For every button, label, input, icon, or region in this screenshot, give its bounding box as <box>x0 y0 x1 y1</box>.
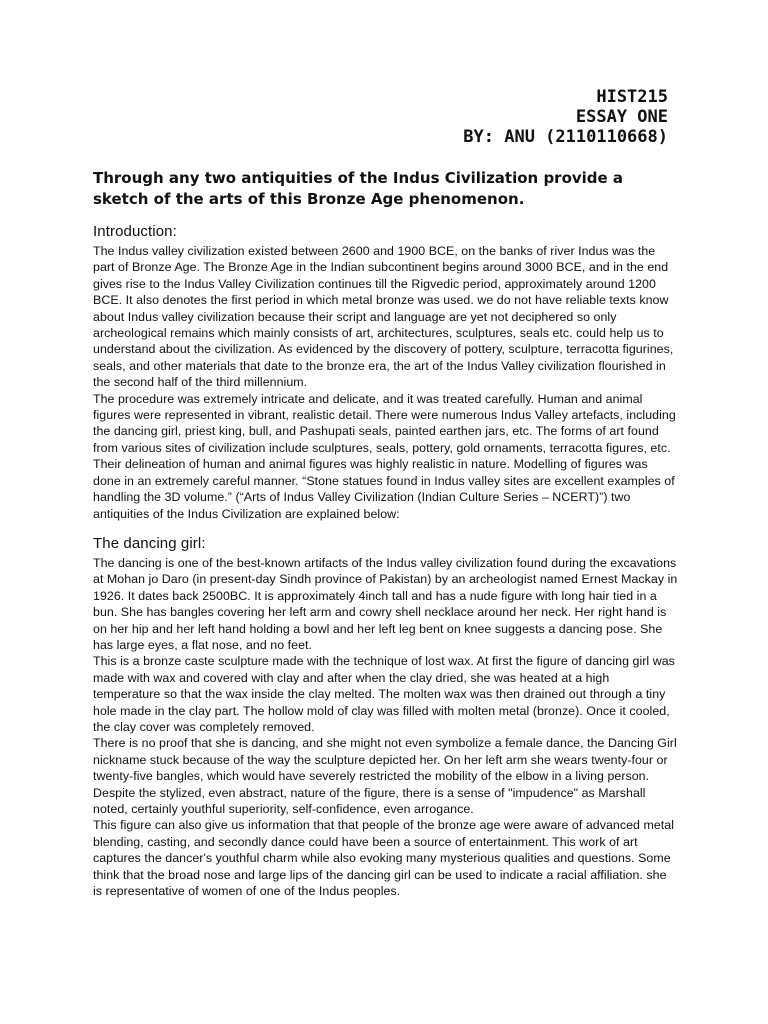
paragraph: The dancing is one of the best-known artifacts of the Indus valley civilization found during the excavations at Mohan jo Daro (in present-day Sindh province of Pakistan) by an archeologist named Ernest Mackay in 1926. It dates back 2500BC. It is approximately 4inch tall and has a nude figure with long hair tied in a bun. She has bangles covering her left arm and cowry shell necklace around her neck. Her right hand is on her hip and her left hand holding a bowl and her left leg bent on knee suggests a dancing pose. She has large eyes, a flat nose, and no feet. <box>93 555 678 652</box>
paragraph: This is a bronze caste sculpture made with the technique of lost wax. At first the figure of dancing girl was made with wax and covered with clay and after when the clay dried, she was heated at a high temperature so that the wax inside the clay melted. The molten wax was then drained out through a tiny hole made in the clay part. The hollow mold of clay was filled with molten metal (bronze). Once it cooled, the clay cover was completely removed. <box>93 654 675 734</box>
course-code: HIST215 <box>596 87 668 107</box>
document-header <box>463 87 668 147</box>
section-dancing-girl <box>93 534 678 900</box>
paragraph: The procedure was extremely intricate and delicate, and it was treated carefully. Human and animal figures were represented in vibrant, realistic detail. There were numerous Indus Valley artefacts, including the dancing girl, priest king, bull, and Pashupati seals, painted earthen jars, etc. The forms of art found from various sites of civilization include sculptures, seals, pottery, gold ornaments, terracotta figures, etc. Their delineation of human and animal figures was highly realistic in nature. Modelling of figures was done in an extremely careful manner. “Stone statues found in Indus valley sites are excellent examples of handling the 3D volume.” (“Arts of Indus Valley Civilization (Indian Culture Series – NCERT)”) two antiquities of the Indus Civilization are explained below: <box>93 391 676 521</box>
document-body <box>93 168 678 899</box>
paragraph: This figure can also give us information that that people of the bronze age were aware of advanced metal blending, casting, and secondly dance could have been a source of entertainment. This work of art captures the dancer's youthful charm while also evoking many mysterious qualities and questions. Some think that the broad nose and large lips of the dancing girl can be used to indicate a racial affiliation. she is representative of women of one of the Indus peoples. <box>93 818 675 899</box>
section-heading: The dancing girl: <box>93 534 206 552</box>
essay-question: Through any two antiquities of the Indus Civilization provide a sketch of the arts of this Bronze Age phenomenon. <box>93 169 624 208</box>
paragraph: The Indus valley civilization existed between 2600 and 1900 BCE, on the banks of river Indus was the part of Bronze Age. The Bronze Age in the Indian subcontinent begins around 3000 BCE, and in the end gives rise to the Indus Valley Civilization continues till the Rigvedic period, approximately around 1200 BCE. It also denotes the first period in which metal bronze was used. we do not have reliable texts know about Indus valley civilization because their script and language are yet not deciphered so only archeological remains which mainly consists of art, architectures, sculptures, seals etc. could help us to understand about the civilization. As evidenced by the discovery of pottery, sculpture, terracotta figurines, seals, and other materials that date to the bronze era, the art of the Indus Valley civilization flourished in the second half of the third millennium. <box>93 244 674 390</box>
section-heading: Introduction: <box>93 223 177 240</box>
essay-label: ESSAY ONE <box>575 107 668 127</box>
section-introduction <box>93 222 678 522</box>
author-line: BY: ANU (2110110668) <box>463 127 668 147</box>
paragraph: There is no proof that she is dancing, and she might not even symbolize a female dance, the Dancing Girl nickname stuck because of the way the sculpture depicted her. On her left arm she wears twenty-four or twenty-five bangles, which would have severely restricted the mobility of the elbow in a living person. Despite the stylized, even abstract, nature of the figure, there is a sense of "impudence" as Marshall noted, certainly youthful superiority, self-confidence, even arrogance. <box>93 736 677 816</box>
